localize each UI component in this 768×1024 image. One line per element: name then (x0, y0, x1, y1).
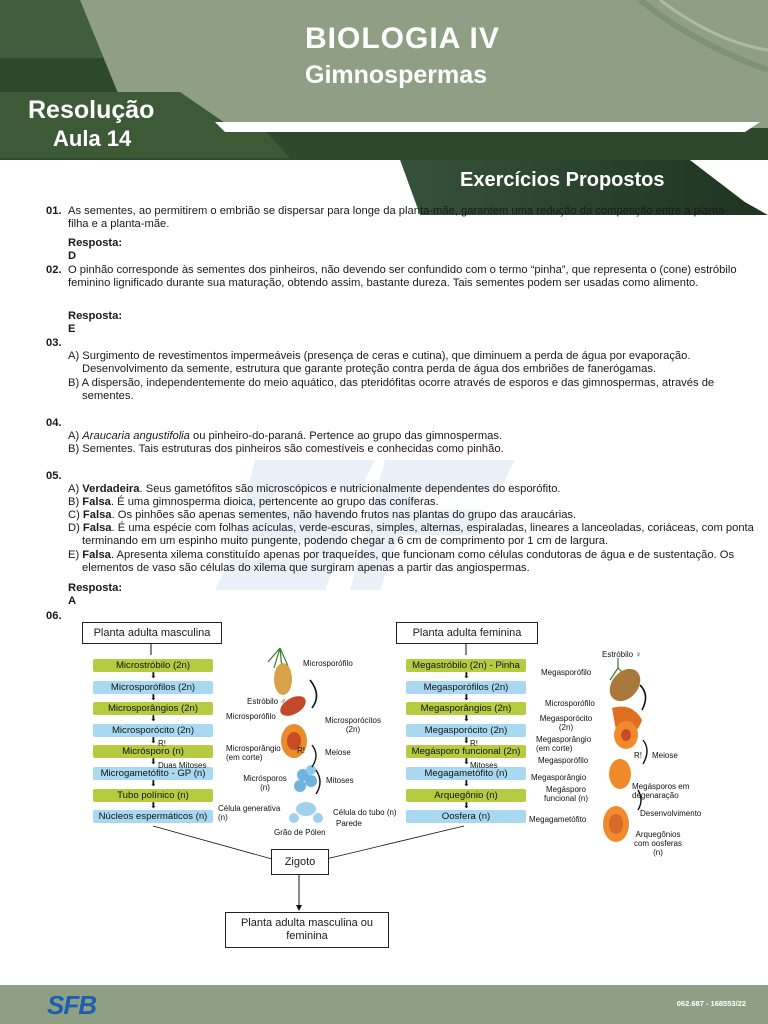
label-celula-tubo: Célula do tubo (n) (333, 808, 397, 817)
male-step: Tubo polínico (n) (93, 789, 213, 802)
page-footer (0, 985, 768, 1024)
label-megasporangio: Megasporângio (531, 773, 587, 782)
down-arrow-icon: ⬇ (463, 800, 470, 810)
female-step: Megasporócito (2n) (406, 724, 526, 737)
label-megasporos-degeneracao: Megásporos em degenaração (632, 782, 690, 800)
down-arrow-icon: ⬇ (463, 735, 470, 745)
label-estrobilo-male: Estróbilo ♂ (247, 697, 287, 706)
label-megasporo-funcional: Megásporo funcional (n) (543, 785, 589, 803)
female-step: Megastróbilo (2n) - Pinha (406, 659, 526, 672)
male-step: Microsporângios (2n) (93, 702, 213, 715)
label-megasporocito: Megasporócito (2n) (539, 714, 593, 732)
down-arrow-icon: ⬇ (463, 714, 470, 724)
female-step: Megagametófito (n) (406, 767, 526, 780)
label-meiose-female: Meiose (652, 751, 678, 760)
label-microsporos: Micrósporos (n) (243, 774, 287, 792)
item-b: B) A dispersão, independentemente do meio aquático, das pteridófitas ocorre através de esporos e das gimnospermas, através de sementes. (68, 377, 715, 403)
label-parede: Parede (336, 819, 362, 828)
question-number: 05. (46, 470, 62, 482)
page-title: BIOLOGIA IV (305, 22, 500, 55)
question-number: 04. (46, 417, 62, 429)
female-step: Megasporófilos (2n) (406, 681, 526, 694)
page-subtitle: Gimnospermas (305, 61, 488, 89)
female-mitoses-label: Mitoses (470, 761, 498, 770)
label-female-r: R! (634, 751, 642, 760)
label-microsporocitos: Microsporócitos (2n) (324, 716, 381, 734)
item-e: E) Falsa. Apresenta xilema constituído apenas por traqueídes, que funcionam como células condutoras de água e de sustentação. Os elementos de vaso são células do xilema que surgiram apenas a partir das angiospermas. (68, 549, 735, 575)
item-d: D) Falsa. É uma espécie com folhas acículas, verde-escuras, simples, alternas, espiraladas, lineares a lanceoladas, coriáceas, com ponta terminando em um espinho muito pungente, podendo chegar a 6 cm de comprimento por 1 cm de largura. (68, 522, 754, 548)
male-step: Micrósporo (n) (93, 745, 213, 758)
down-arrow-icon: ⬇ (150, 671, 157, 680)
item-c: C) Falsa. Os pinhões são apenas sementes, não havendo frutos nas plantas do grupo das araucárias. (68, 509, 577, 521)
male-step: Microstróbilo (2n) (93, 659, 213, 672)
male-step: Microsporófilos (2n) (93, 681, 213, 694)
female-r-label: R! (470, 739, 478, 748)
label-estrobilo-female: Estróbilo ♀ (602, 650, 642, 659)
item-b: B) Falsa. É uma gimnosperma dioica, pertencente ao grupo das coníferas. (68, 496, 439, 508)
label-mitoses-male: Mitoses (326, 776, 354, 785)
label-megasporangio-corte: Megasporângio (em corte) (536, 735, 592, 753)
label-microsporangio: Microsporângio (em corte) (226, 744, 281, 762)
question-number: 02. (46, 264, 62, 276)
question-number: 06. (46, 610, 62, 622)
resolution-label: Resolução (28, 96, 155, 124)
down-arrow-icon: ⬇ (150, 800, 157, 810)
down-arrow-icon: ⬇ (150, 779, 157, 788)
question-answer: Resposta: A (68, 582, 123, 608)
down-arrow-icon: ⬇ (463, 779, 470, 788)
item-b: B) Sementes. Tais estruturas dos pinheiros são comestíveis e conhecidas como pinhão. (68, 443, 504, 455)
label-megagametofito: Megagametófito (529, 815, 587, 824)
label-microsporofilo-top: Microsporófilo (303, 659, 353, 668)
species-name: Araucaria angustifolia (82, 430, 190, 442)
question-number: 03. (46, 337, 62, 349)
adult-plant-box: Planta adulta masculina ou feminina (225, 912, 389, 948)
section-title: Exercícios Propostos (460, 169, 665, 191)
female-step: Megásporo funcional (2n) (406, 745, 526, 758)
question-answer: Resposta: E (68, 310, 123, 336)
label-megasporofilo-2: Megasporófilo (538, 756, 589, 765)
down-arrow-icon: ⬇ (463, 692, 470, 702)
item-a: A) Verdadeira. Seus gametófitos são microscópicos e nutricionalmente dependentes do esporófito. (68, 483, 561, 495)
down-arrow-icon: ⬇ (150, 692, 157, 702)
down-arrow-icon: ⬇ (150, 757, 157, 767)
question-number: 01. (46, 205, 62, 217)
label-grao-polen: Grão de Pólen (274, 828, 326, 837)
item-a: A) Araucaria angustifolia ou pinheiro-do-paraná. Pertence ao grupo das gimnospermas. (68, 430, 503, 442)
female-step: Arquegônio (n) (406, 789, 526, 802)
label-desenvolvimento: Desenvolvimento (640, 809, 702, 818)
label-microsporofilo-female: Microsporófilo (545, 699, 595, 708)
male-r-label: R! (158, 739, 166, 748)
item-a: A) Surgimento de revestimentos impermeáveis (presença de ceras e cutina), que diminuem a perda de água por evaporação. Desenvolvimento da semente, estrutura que garante proteção contra perda de água dos embriões de fanerógamas. (68, 350, 691, 376)
zygote-box: Zigoto (271, 849, 329, 875)
down-arrow-icon: ⬇ (463, 671, 470, 680)
male-step: Microsporócito (2n) (93, 724, 213, 737)
question-text: As sementes, ao permitirem o embrião se dispersar para longe da planta-mãe, garantem uma redução da competição entre a planta-filha e a planta-mãe. (68, 205, 728, 231)
label-male-r: R! (297, 746, 305, 755)
down-arrow-icon: ⬇ (150, 714, 157, 724)
document-code: 062.687 - 168553/22 (676, 999, 746, 1008)
label-arquegonios: Arquegônios com oosferas (n) (633, 830, 683, 857)
female-plant-box: Planta adulta feminina (396, 622, 538, 644)
label-megasporofilo: Megasporófilo (541, 668, 592, 677)
question-answer: Resposta: D (68, 237, 123, 263)
female-step: Megasporângios (2n) (406, 702, 526, 715)
label-microsporofilo: Microsporófilo (226, 712, 276, 721)
question-text: O pinhão corresponde às sementes dos pinheiros, não devendo ser confundido com o termo “pinha”, que representa o (cone) estróbilo feminino lignificado durante sua maturação, obtendo assim, bastante dureza. Tais sementes podem ser usadas como alimento. (68, 264, 737, 290)
down-arrow-icon: ⬇ (463, 757, 470, 767)
male-mitoses-label: Duas Mitoses (158, 761, 207, 770)
male-step: Microgametófito - GP (n) (93, 767, 213, 780)
sfb-logo: SFB (47, 990, 96, 1020)
label-celula-generativa: Célula generativa (n) (218, 804, 281, 822)
label-meiose-male: Meiose (325, 748, 351, 757)
down-arrow-icon: ⬇ (150, 735, 157, 745)
female-step: Oosfera (n) (406, 810, 526, 823)
male-step: Núcleos espermáticos (n) (93, 810, 213, 823)
male-strobilus-illustration (268, 648, 323, 823)
lesson-label: Aula 14 (53, 126, 132, 151)
male-plant-box: Planta adulta masculina (82, 622, 222, 644)
